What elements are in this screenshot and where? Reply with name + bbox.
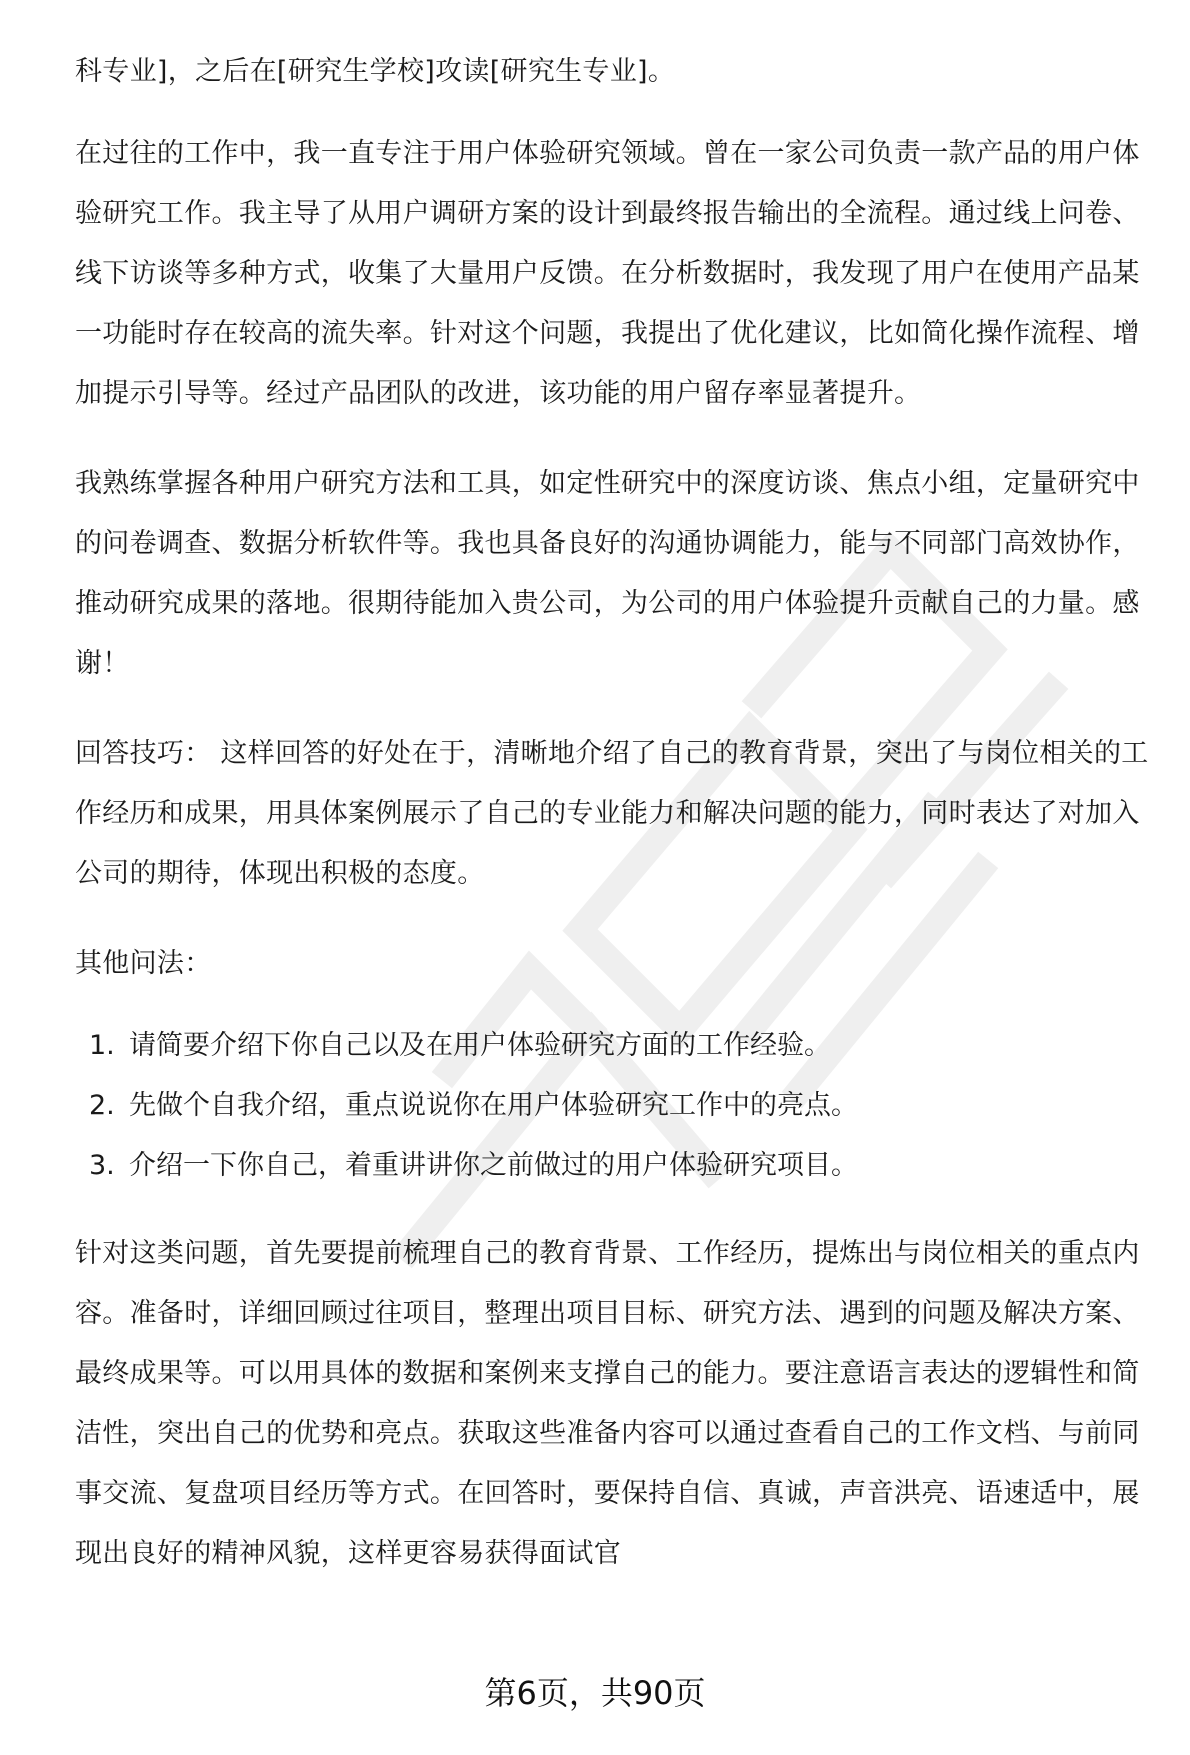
paragraph-education: 科专业]，之后在[研究生学校]攻读[研究生专业]。 [75,56,676,87]
page-number-footer: 第6页，共90页 [484,1674,706,1712]
list-item: 3. 介绍一下你自己，着重讲讲你之前做过的用户体验研究项目。 [89,1150,858,1181]
other-questions-heading: 其他问法： [75,948,212,979]
list-item: 1. 请简要介绍下你自己以及在用户体验研究方面的工作经验。 [89,1030,831,1061]
paragraph-skills: 我熟练掌握各种用户研究方法和工具，如定性研究中的深度访谈、焦点小组，定量研究中的问卷调查、数据分析软件等。我也具备良好的沟通协调能力，能与不同部门高效协作，推动研究成果的落地。很期待能加入贵公司，为公司的用户体验提升贡献自己的力量。感谢！ [75,468,1140,679]
document-page [75,42,1165,1614]
paragraph-preparation-advice: 针对这类问题，首先要提前梳理自己的教育背景、工作经历，提炼出与岗位相关的重点内容。准备时，详细回顾过往项目，整理出项目目标、研究方法、遇到的问题及解决方案、最终成果等。可以用具体的数据和案例来支撑自己的能力。要注意语言表达的逻辑性和简洁性，突出自己的优势和亮点。获取这些准备内容可以通过查看自己的工作文档、与前同事交流、复盘项目经历等方式。在回答时，要保持自信、真诚，声音洪亮、语速适中，展现出良好的精神风貌，这样更容易获得面试官 [75,1238,1140,1569]
paragraph-answer-tips: 回答技巧： 这样回答的好处在于，清晰地介绍了自己的教育背景，突出了与岗位相关的工作经历和成果，用具体案例展示了自己的专业能力和解决问题的能力，同时表达了对加入公司的期待，体现出积极的态度。 [75,738,1149,889]
other-questions-list [75,1016,1165,1196]
paragraph-experience: 在过往的工作中，我一直专注于用户体验研究领域。曾在一家公司负责一款产品的用户体验研究工作。我主导了从用户调研方案的设计到最终报告输出的全流程。通过线上问卷、线下访谈等多种方式，收集了大量用户反馈。在分析数据时，我发现了用户在使用产品某一功能时存在较高的流失率。针对这个问题，我提出了优化建议，比如简化操作流程、增加提示引导等。经过产品团队的改进，该功能的用户留存率显著提升。 [75,138,1140,409]
list-item: 2. 先做个自我介绍，重点说说你在用户体验研究工作中的亮点。 [89,1090,858,1121]
